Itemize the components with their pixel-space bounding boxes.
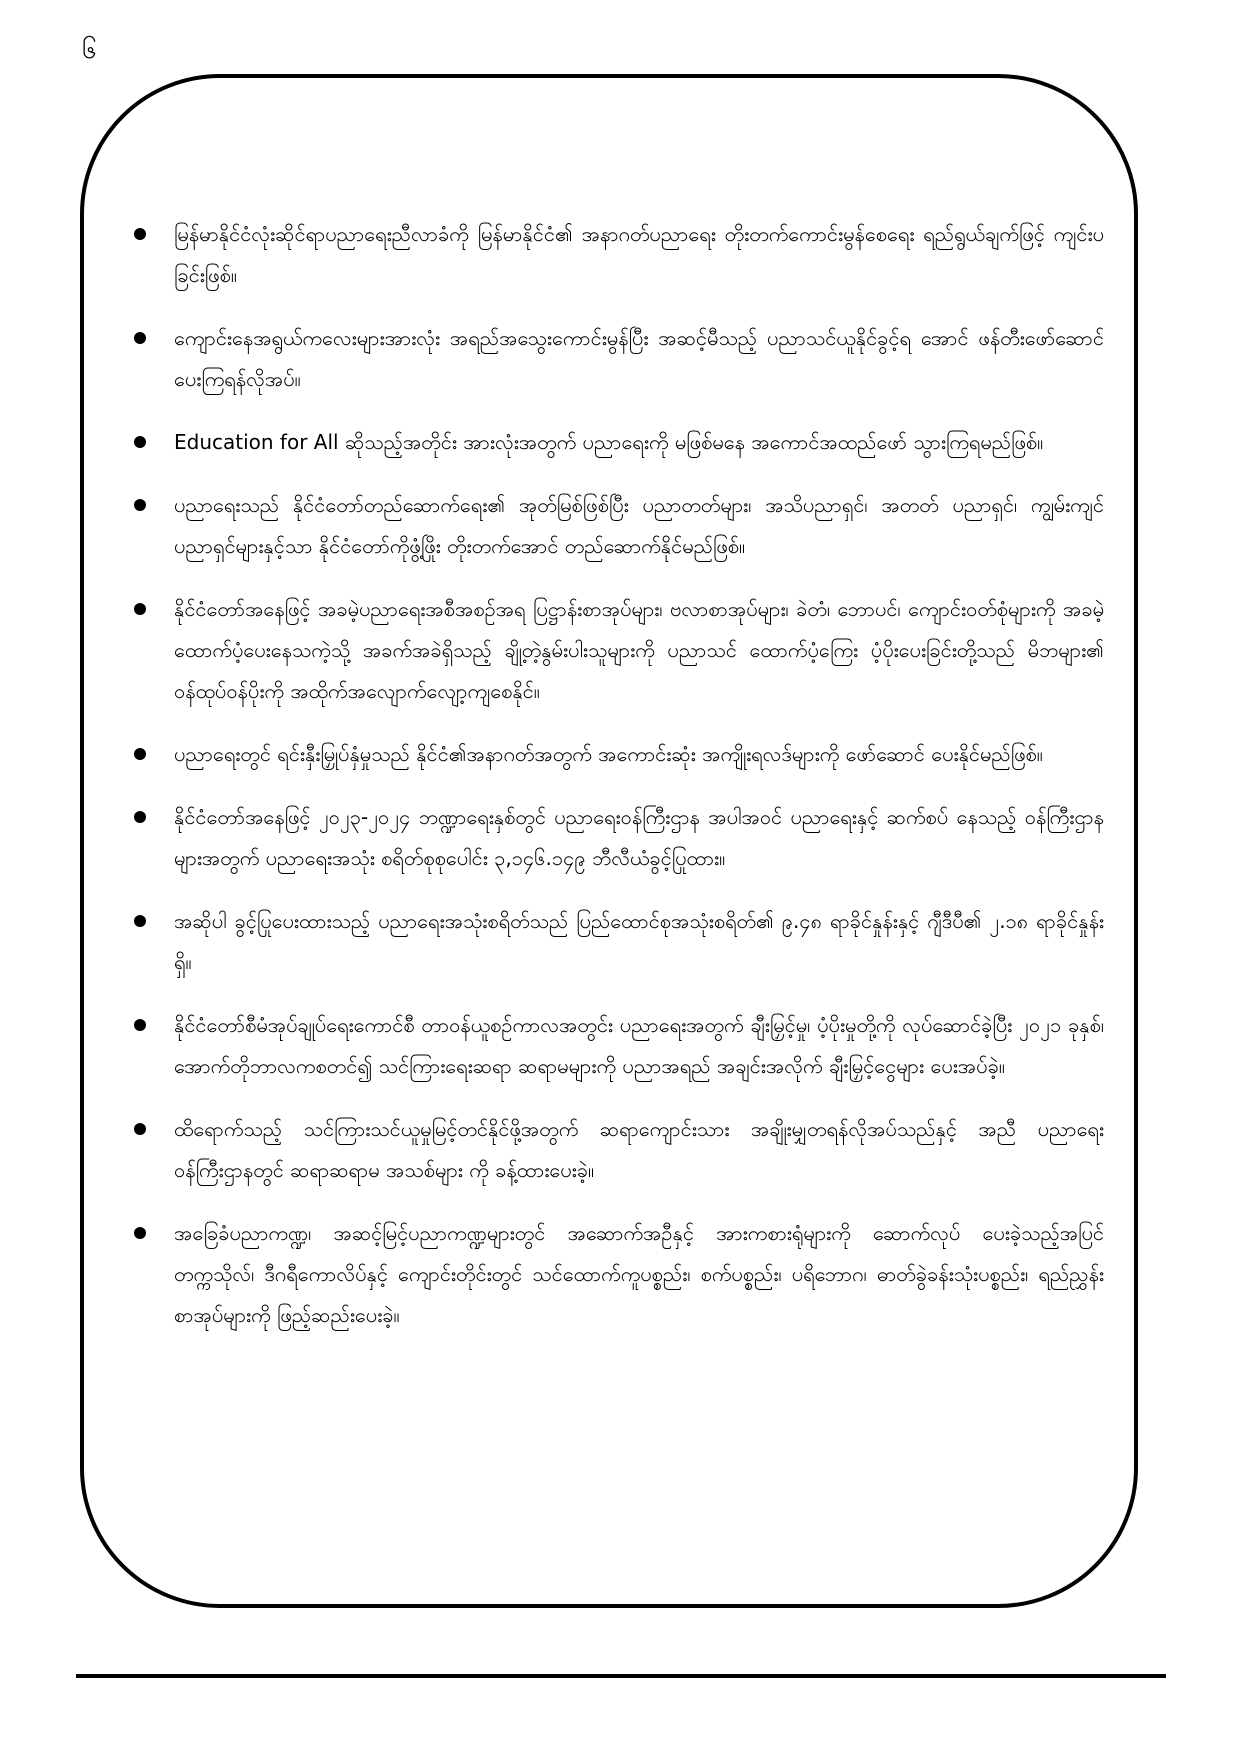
bullet-dot-icon [134, 1019, 146, 1031]
bullet-dot-icon [134, 811, 146, 823]
bullet-text-5: နိုင်ငံတော်အနေဖြင့် အခမဲ့ပညာရေးအစီအစဉ်အရ ပြဋ္ဌာန်းစာအုပ်များ၊ ဗလာစာအုပ်များ၊ ခဲတံ၊ ဘောပင်၊ ကျောင်းဝတ်စုံများကို အခမဲ့ထောက်ပံ့ပေးနေသကဲ့သို့ အခက်အခဲရှိသည့် ချို့တဲ့နွမ်းပါးသူများကို ပညာသင် ထောက်ပံ့ကြေး ပံ့ပိုးပေးခြင်းတို့သည် မိဘများ၏ ဝန်ထုပ်ဝန်ပိုးကို အထိုက်အလျောက်လျော့ကျစေနိုင်။ [174, 597, 1104, 703]
bullet-item-2 [130, 318, 1104, 400]
bullet-dot-icon [134, 499, 146, 511]
bullet-dot-icon [134, 228, 146, 240]
bullet-item-4 [130, 485, 1104, 567]
bullet-item-3 [130, 422, 1104, 463]
bullet-item-6 [130, 734, 1104, 775]
bullet-dot-icon [134, 1227, 146, 1239]
bottom-rule [76, 1674, 1166, 1678]
bullet-text-10: ထိရောက်သည့် သင်ကြားသင်ယူမှုမြင့်တင်နိုင်ဖို့အတွက် ဆရာကျောင်းသား အချိုးမျှတရန်လိုအပ်သည်နှင့် အညီ ပညာရေးဝန်ကြီးဌာနတွင် ဆရာဆရာမ အသစ်များ ကို ခန့်ထားပေးခဲ့။ [174, 1117, 1104, 1182]
bullet-item-10 [130, 1109, 1104, 1191]
bullet-item-8 [130, 901, 1104, 983]
bullet-text-8: အဆိုပါ ခွင့်ပြုပေးထားသည့် ပညာရေးအသုံးစရိတ်သည် ပြည်ထောင်စုအသုံးစရိတ်၏ ၉.၄၈ ရာခိုင်နှုန်းနှင့် ဂျီဒီပီ၏ ၂.၁၈ ရာခိုင်နှုန်းရှိ။ [174, 909, 1104, 974]
bullet-item-7 [130, 797, 1104, 879]
bullet-dot-icon [134, 1123, 146, 1135]
bullet-text-6: ပညာရေးတွင် ရင်းနှီးမြှုပ်နှံမှုသည် နိုင်ငံ၏အနာဂတ်အတွက် အကောင်းဆုံး အကျိုးရလဒ်များကို ဖော်ဆောင် ပေးနိုင်မည်ဖြစ်။ [174, 742, 1043, 766]
bullet-item-9 [130, 1005, 1104, 1087]
bullet-dot-icon [134, 436, 146, 448]
bullet-text-2: ကျောင်းနေအရွယ်ကလေးများအားလုံး အရည်အသွေးကောင်းမွန်ပြီး အဆင့်မီသည့် ပညာသင်ယူနိုင်ခွင့်ရ အောင် ဖန်တီးဖော်ဆောင်ပေးကြရန်လိုအပ်။ [174, 326, 1104, 391]
bullet-text-9: နိုင်ငံတော်စီမံအုပ်ချုပ်ရေးကောင်စီ တာဝန်ယူစဉ်ကာလအတွင်း ပညာရေးအတွက် ချီးမြှင့်မှု၊ ပံ့ပိုးမှုတို့ကို လုပ်ဆောင်ခဲ့ပြီး ၂၀၂၁ ခုနှစ်၊ အောက်တိုဘာလကစတင်၍ သင်ကြားရေးဆရာ ဆရာမများကို ပညာအရည် အချင်းအလိုက် ချီးမြှင့်ငွေများ ပေးအပ်ခဲ့။ [174, 1013, 1104, 1078]
bullet-list [130, 214, 1104, 1358]
bullet-text-11: အခြေခံပညာကဏ္ဍ၊ အဆင့်မြင့်ပညာကဏ္ဍများတွင် အဆောက်အဦနှင့် အားကစားရုံများကို ဆောက်လုပ် ပေးခဲ့သည့်အပြင် တက္ကသိုလ်၊ ဒီဂရီကောလိပ်နှင့် ကျောင်းတိုင်းတွင် သင်ထောက်ကူပစ္စည်း၊ စက်ပစ္စည်း၊ ပရိဘောဂ၊ ဓာတ်ခွဲခန်းသုံးပစ္စည်း၊ ရည်ညွှန်းစာအုပ်များကို ဖြည့်ဆည်းပေးခဲ့။ [174, 1221, 1104, 1327]
page-number: ၆ [82, 35, 97, 65]
bullet-dot-icon [134, 748, 146, 760]
bullet-text-1: မြန်မာနိုင်ငံလုံးဆိုင်ရာပညာရေးညီလာခံကို မြန်မာနိုင်ငံ၏ အနာဂတ်ပညာရေး တိုးတက်ကောင်းမွန်စေရေး ရည်ရွယ်ချက်ဖြင့် ကျင်းပခြင်းဖြစ်။ [174, 222, 1104, 287]
bullet-item-11 [130, 1213, 1104, 1336]
bullet-text-4: ပညာရေးသည် နိုင်ငံတော်တည်ဆောက်ရေး၏ အုတ်မြစ်ဖြစ်ပြီး ပညာတတ်များ၊ အသိပညာရှင်၊ အတတ် ပညာရှင်၊ ကျွမ်းကျင်ပညာရှင်များနှင့်သာ နိုင်ငံတော်ကိုဖွံ့ဖြိုး တိုးတက်အောင် တည်ဆောက်နိုင်မည်ဖြစ်။ [174, 493, 1104, 558]
bullet-item-5 [130, 589, 1104, 712]
bullet-dot-icon [134, 603, 146, 615]
bullet-dot-icon [134, 915, 146, 927]
bullet-item-1 [130, 214, 1104, 296]
bullet-text-3: Education for All ဆိုသည့်အတိုင်း အားလုံးအတွက် ပညာရေးကို မဖြစ်မနေ အကောင်အထည်ဖော် သွားကြရမည်ဖြစ်။ [174, 430, 1044, 454]
bullet-text-7: နိုင်ငံတော်အနေဖြင့် ၂၀၂၃-၂၀၂၄ ဘဏ္ဍာရေးနှစ်တွင် ပညာရေးဝန်ကြီးဌာန အပါအဝင် ပညာရေးနှင့် ဆက်စပ် နေသည့် ဝန်ကြီးဌာနများအတွက် ပညာရေးအသုံး စရိတ်စုစုပေါင်း ၃,၁၄၆.၁၄၉ ဘီလီယံခွင့်ပြုထား။ [174, 805, 1104, 870]
bullet-dot-icon [134, 332, 146, 344]
